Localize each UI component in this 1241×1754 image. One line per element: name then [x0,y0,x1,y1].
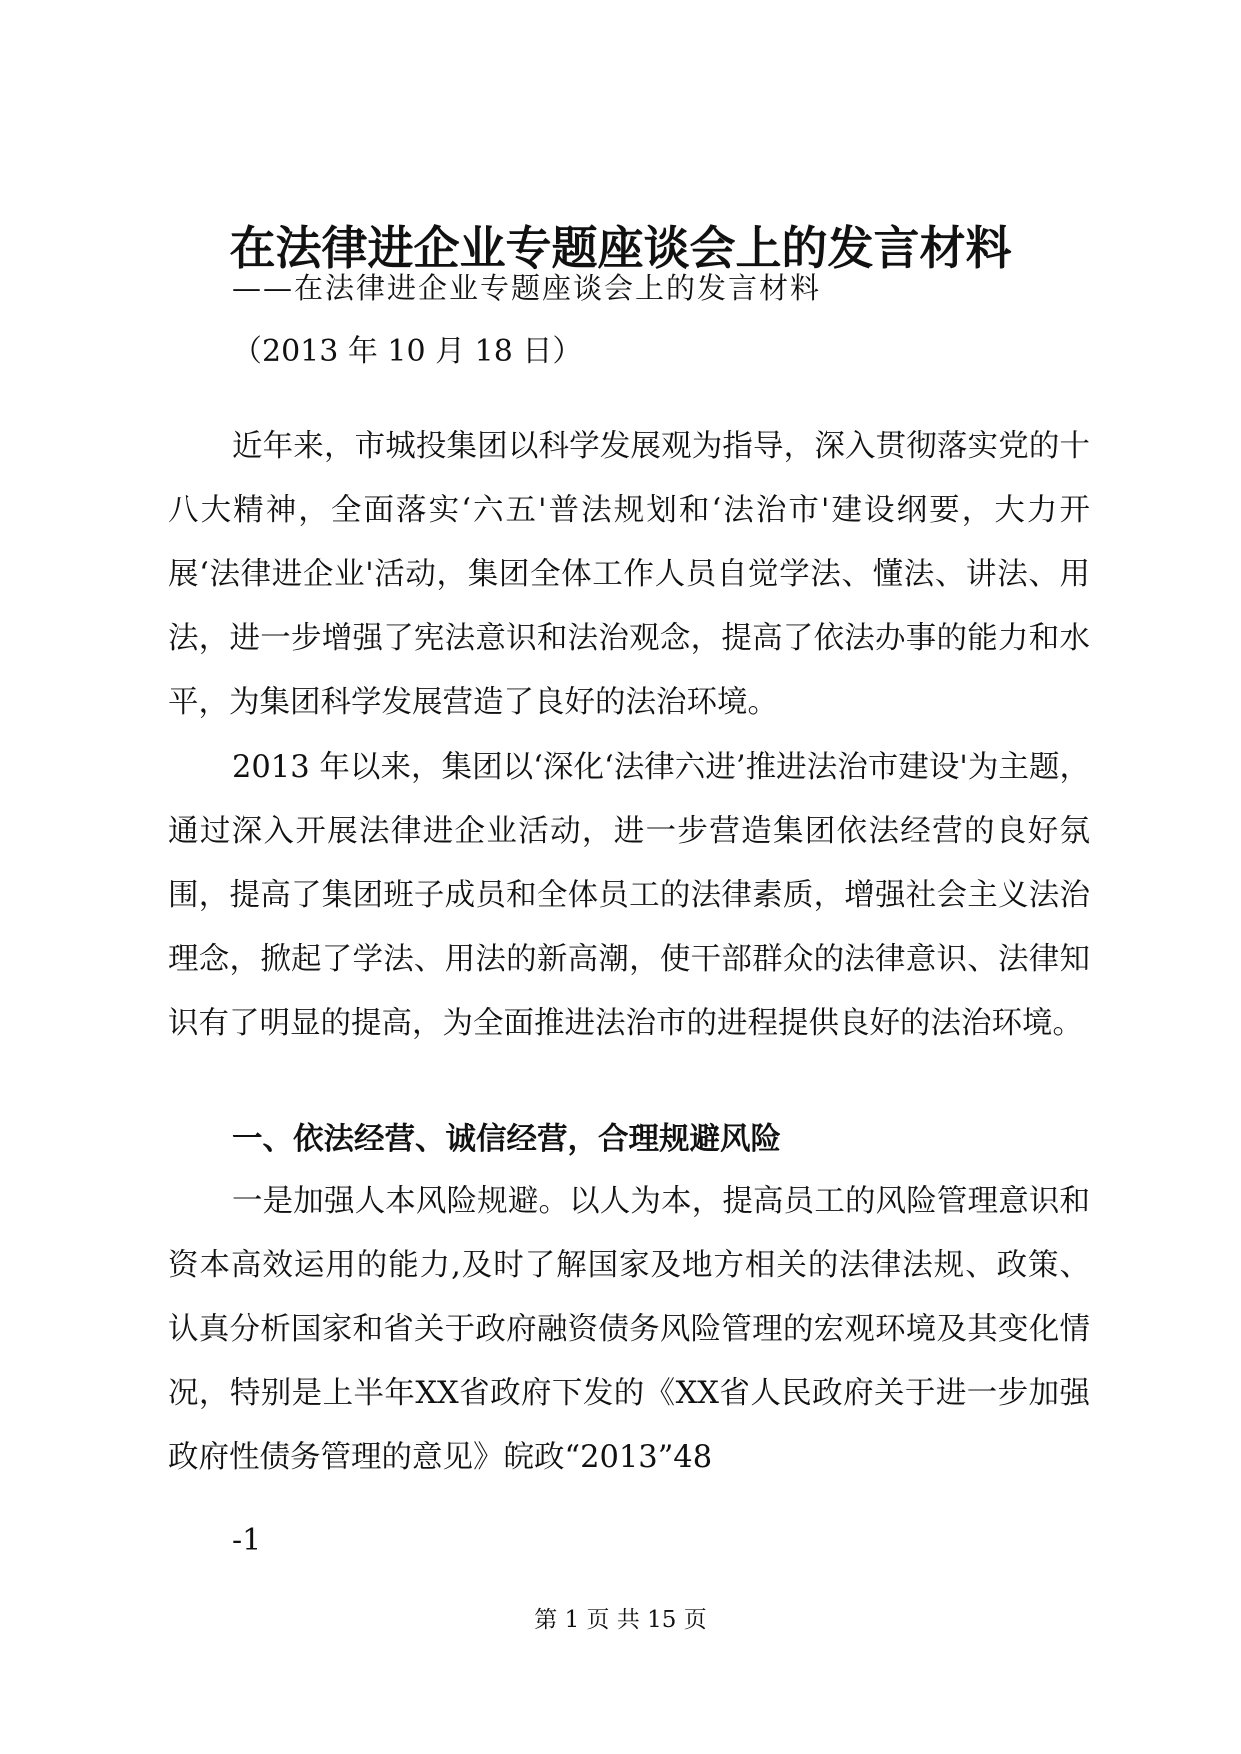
document-subtitle: ——在法律进企业专题座谈会上的发言材料 [232,271,822,305]
paragraph-intro: 近年来，市城投集团以科学发展观为指导，深入贯彻落实党的十八大精神，全面落实‘六五'普法规划和‘法治市'建设纲要，大力开展‘法律进企业'活动，集团全体工作人员自觉学法、懂法、讲法、用法，进一步增强了宪法意识和法治观念，提高了依法办事的能力和水平，为集团科学发展营造了良好的法治环境。 [168,429,1090,720]
document-title: 在法律进企业专题座谈会上的发言材料 [229,221,1012,275]
document-date: （2013 年 10 月 18 日） [232,334,583,369]
section-heading-1: 一、依法经营、诚信经营，合理规避风险 [232,1121,781,1157]
paragraph-fragment: -1 [232,1523,262,1558]
paragraph-2013: 2013 年以来，集团以‘深化‘法律六进’推进法治市建设'为主题，通过深入开展法律进企业活动，进一步营造集团依法经营的良好氛围，提高了集团班子成员和全体员工的法律素质，增强社会主义法治理念，掀起了学法、用法的新高潮，使干部群众的法律意识、法律知识有了明显的提高，为全面推进法治市的进程提供良好的法治环境。 [168,750,1090,1041]
page-footer: 第 1 页 共 15 页 [534,1607,707,1633]
paragraph-risk: 一是加强人本风险规避。以人为本，提高员工的风险管理意识和资本高效运用的能力,及时了解国家及地方相关的法律法规、政策、认真分析国家和省关于政府融资债务风险管理的宏观环境及其变化情况，特别是上半年XX省政府下发的《XX省人民政府关于进一步加强政府性债务管理的意见》皖政“2013”48 [168,1184,1090,1475]
